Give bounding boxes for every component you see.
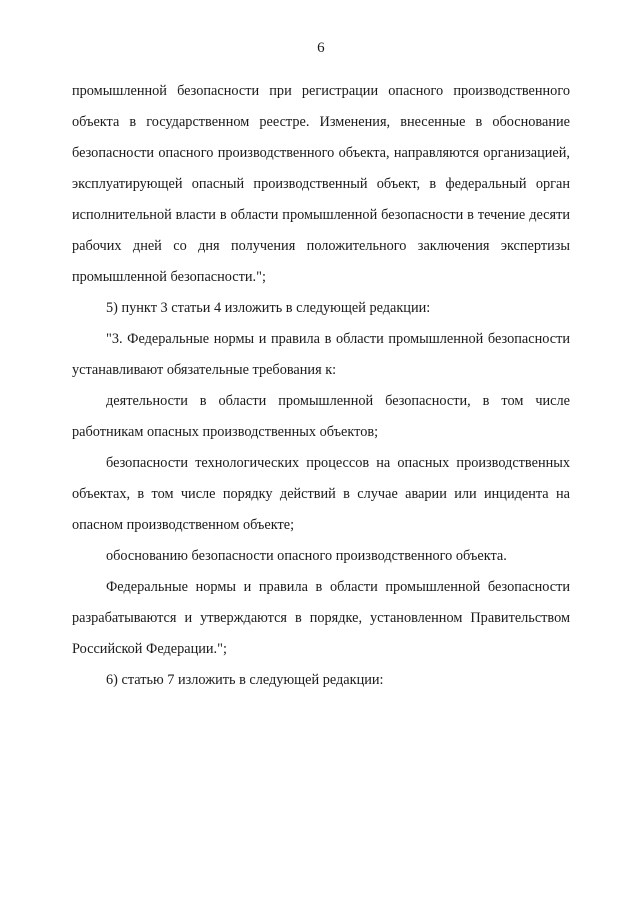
paragraph-8: 6) статью 7 изложить в следующей редакции: [106, 672, 384, 688]
paragraph-6: обоснованию безопасности опасного производственного объекта. [106, 548, 507, 564]
paragraph-2: 5) пункт 3 статьи 4 изложить в следующей редакции: [106, 300, 431, 316]
paragraph-5: безопасности технологических процессов на опасных производственных объектах, в том числе порядку действий в случае аварии или инцидента на опасном производственном объекте; [72, 455, 570, 533]
paragraph-7: Федеральные нормы и правила в области промышленной безопасности разрабатываются и утверждаются в порядке, установленном Правительством Российской Федерации."; [72, 579, 570, 657]
paragraph-3: "3. Федеральные нормы и правила в области промышленной безопасности устанавливают обязательные требования к: [72, 331, 570, 378]
paragraph-4: деятельности в области промышленной безопасности, в том числе работникам опасных производственных объектов; [72, 393, 570, 440]
document-body [72, 76, 570, 696]
page-number: 6 [317, 40, 325, 56]
paragraph-1: промышленной безопасности при регистрации опасного производственного объекта в государственном реестре. Изменения, внесенные в обоснование безопасности опасного производственного объекта, направляются организацией, эксплуатирующей опасный производственный объект, в федеральный орган исполнительной власти в области промышленной безопасности в течение десяти рабочих дней со дня получения положительного заключения экспертизы промышленной безопасности."; [72, 83, 570, 285]
